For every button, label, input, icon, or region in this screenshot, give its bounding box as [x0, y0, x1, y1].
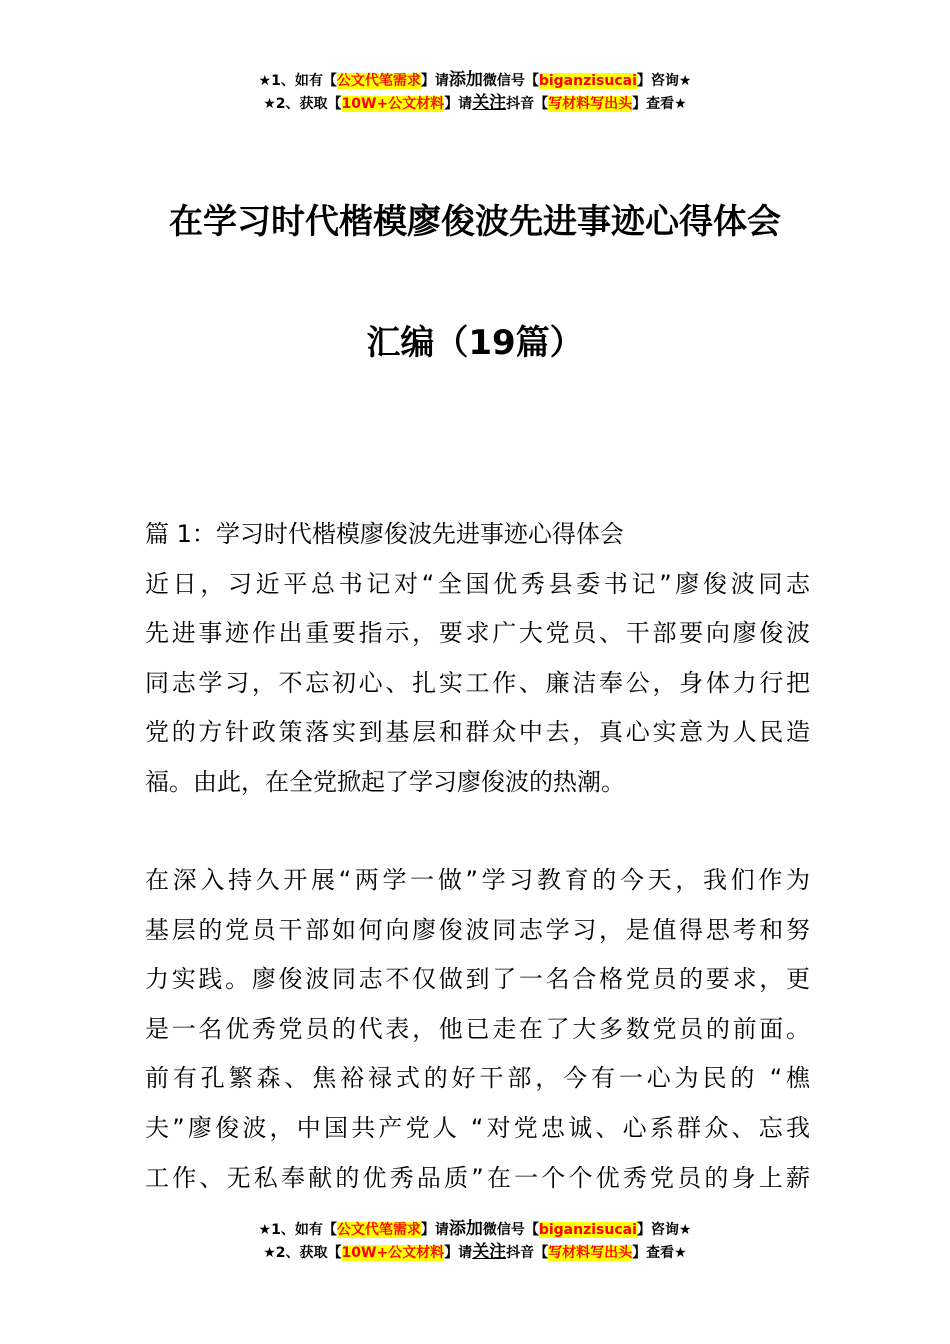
banner-text: ★2、获取【: [263, 96, 342, 112]
document-body-paragraph-2: [145, 856, 810, 1203]
paragraph-1-line: 先进事迹作出重要指示，要求广大党员、干部要向廖俊波: [145, 619, 810, 648]
banner-text: 】请: [420, 73, 449, 89]
header-banner: [0, 69, 950, 115]
banner-text: 】咨询★: [636, 73, 692, 89]
banner-emphasis: 关注: [472, 93, 507, 113]
section-heading: 篇 1：学习时代楷模廖俊波先进事迹心得体会: [145, 520, 624, 548]
paragraph-2-line: 是一名优秀党员的代表，他已走在了大多数党员的前面。: [145, 1014, 810, 1043]
footer-banner-line-1: [0, 1218, 950, 1241]
banner-emphasis: 添加: [448, 1219, 483, 1239]
header-banner-line-2: [0, 92, 950, 115]
document-title-line-2: 汇编（19篇）: [366, 323, 584, 363]
banner-highlight-wechat-id: biganzisucai: [538, 1222, 637, 1238]
banner-text: 】查看★: [632, 96, 687, 112]
banner-text: 微信号【: [482, 73, 539, 89]
banner-text: ★1、如有【: [258, 1222, 337, 1238]
banner-highlight-wechat-id: biganzisucai: [538, 73, 637, 89]
paragraph-2-line: 在深入持久开展“两学一做”学习教育的今天，我们作为: [145, 866, 810, 894]
banner-highlight-service: 公文代笔需求: [336, 1222, 421, 1238]
banner-text: 】查看★: [632, 1245, 687, 1261]
paragraph-2-line: 基层的党员干部如何向廖俊波同志学习，是值得思考和努: [145, 915, 810, 944]
banner-highlight-service: 公文代笔需求: [336, 73, 421, 89]
banner-highlight-materials: 10W+公文材料: [341, 96, 445, 112]
banner-text: 】请: [444, 96, 473, 112]
paragraph-1-line: 近日，习近平总书记对“全国优秀县委书记”廖俊波同志: [145, 569, 810, 598]
banner-text: 】请: [444, 1245, 473, 1261]
banner-emphasis: 添加: [448, 70, 483, 90]
banner-text: 】咨询★: [636, 1222, 692, 1238]
footer-banner: [0, 1218, 950, 1264]
banner-text: ★2、获取【: [263, 1245, 342, 1261]
banner-text: 抖音【: [506, 1245, 549, 1261]
banner-emphasis: 关注: [472, 1242, 507, 1262]
banner-highlight-douyin-id: 写材料写出头: [548, 96, 633, 112]
banner-text: ★1、如有【: [258, 73, 337, 89]
paragraph-1-line: 党的方针政策落实到基层和群众中去，真心实意为人民造: [145, 718, 810, 747]
paragraph-2-line: 前有孔繁森、焦裕禄式的好干部，今有一心为民的 “樵: [145, 1064, 810, 1093]
paragraph-1-line: 福。由此，在全党掀起了学习廖俊波的热潮。: [145, 767, 625, 796]
banner-text: 】请: [420, 1222, 449, 1238]
banner-highlight-douyin-id: 写材料写出头: [548, 1245, 633, 1261]
header-banner-line-1: [0, 69, 950, 92]
paragraph-2-line: 工作、无私奉献的优秀品质”在一个个优秀党员的身上薪: [145, 1163, 810, 1192]
paragraph-1-line: 同志学习，不忘初心、扎实工作、廉洁奉公，身体力行把: [145, 668, 810, 697]
banner-text: 抖音【: [506, 96, 549, 112]
document-body-section-1: [145, 510, 810, 808]
banner-highlight-materials: 10W+公文材料: [341, 1245, 445, 1261]
paragraph-2-line: 夫”廖俊波，中国共产党人 “对党忠诚、心系群众、忘我: [145, 1113, 810, 1142]
paragraph-2-line: 力实践。廖俊波同志不仅做到了一名合格党员的要求，更: [145, 965, 810, 994]
document-title-line-1: 在学习时代楷模廖俊波先进事迹心得体会: [169, 202, 781, 242]
banner-text: 微信号【: [482, 1222, 539, 1238]
footer-banner-line-2: [0, 1241, 950, 1264]
